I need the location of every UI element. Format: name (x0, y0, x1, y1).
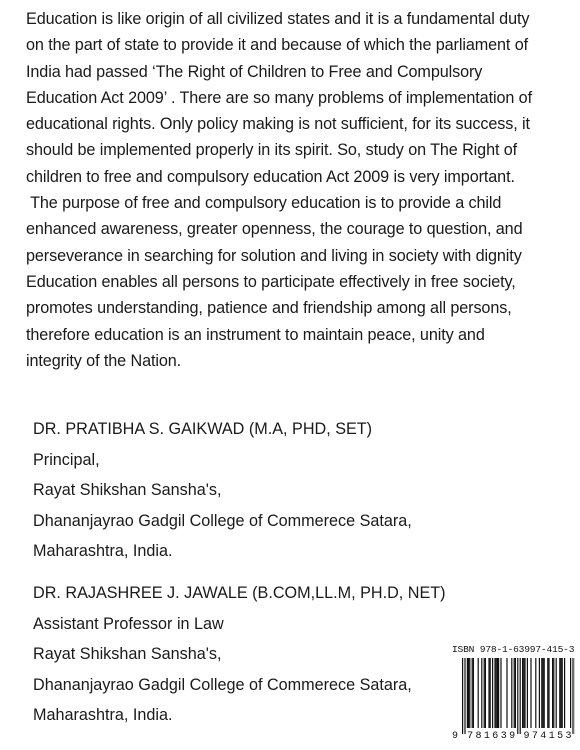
barcode-bar (548, 658, 549, 728)
barcode-digit: 7 (531, 731, 538, 742)
barcode-bar (562, 658, 563, 728)
paragraph-line: perseverance in searching for solution and living in society with dignity (26, 246, 522, 265)
barcode-bar (527, 658, 528, 728)
isbn-label: ISBN 978-1-63997-415-3 (452, 644, 575, 655)
barcode-digit: 8 (475, 731, 482, 742)
barcode-bar (520, 658, 521, 734)
barcode-bar (506, 658, 507, 728)
barcode-bar (517, 658, 518, 734)
barcode-bar (497, 658, 498, 728)
barcode-bar (467, 658, 468, 728)
barcode-bar (485, 658, 486, 728)
barcode-bar (478, 658, 479, 728)
barcode-digit: 1 (483, 731, 490, 742)
paragraph-line: therefore education is an instrument to maintain peace, unity and (26, 325, 485, 344)
paragraph-line: children to free and compulsory education Act 2009 is very important. (26, 167, 515, 186)
paragraph-line: Education is like origin of all civilized states and it is a fundamental duty (26, 10, 530, 28)
barcode-bar (490, 658, 491, 728)
paragraph-line: The purpose of free and compulsory education is to provide a child (26, 194, 502, 213)
author-institution: Rayat Shikshan Sansha's, (33, 481, 222, 499)
barcode-bar (570, 658, 571, 728)
barcode-digit: 3 (565, 731, 572, 742)
barcode-bar (481, 658, 482, 728)
barcode-bar (514, 658, 515, 728)
barcode-bar (469, 658, 470, 728)
barcode-bar (564, 658, 565, 728)
barcode-bar (542, 658, 543, 728)
barcode-digit: 9 (509, 731, 516, 742)
barcode-digit: 3 (500, 731, 507, 742)
barcode-bar (539, 658, 540, 728)
barcode-bar (492, 658, 493, 728)
author-college: Dhananjayrao Gadgil College of Commerece Satara, (33, 675, 412, 694)
paragraph-line: Education enables all persons to participate effectively in free society, (26, 272, 516, 291)
barcode-bar (535, 658, 536, 728)
barcode-digit: 7 (467, 731, 474, 742)
paragraph-line: on the part of state to provide it and because of which the parliament of (26, 36, 529, 55)
barcode-bar (560, 658, 561, 728)
barcode-bar (468, 658, 469, 728)
barcode-bar (524, 658, 525, 728)
barcode-bar (544, 658, 545, 728)
barcode-bars (450, 658, 575, 734)
paragraph-line: should be implemented properly in its spirit. So, study on The Right of (26, 141, 518, 160)
barcode-bar (530, 658, 531, 728)
author-location: Maharashtra, India. (33, 542, 173, 560)
barcode-bar (552, 658, 553, 728)
author-location: Maharashtra, India. (33, 706, 173, 724)
paragraph-line: Education Act 2009’ . There are so many problems of implementation of (26, 88, 532, 107)
barcode-bar (484, 658, 485, 728)
barcode-bar (572, 658, 573, 734)
barcode-bar (541, 658, 542, 728)
barcode-bar (522, 658, 523, 728)
author-name: DR. RAJASHREE J. JAWALE (B.COM,LL.M, PH.D, NET) (33, 584, 446, 602)
barcode-bar (473, 658, 474, 728)
barcode-bar (488, 658, 489, 728)
barcode-bar (464, 658, 465, 734)
barcode-bar (559, 658, 560, 728)
barcode-bar (547, 658, 548, 728)
barcode-bar (500, 658, 501, 728)
author-role: Principal, (33, 450, 100, 469)
paragraph-line: enhanced awareness, greater openness, the courage to question, and (26, 220, 523, 239)
barcode-bar (496, 658, 497, 728)
barcode-digit: 4 (540, 731, 547, 742)
barcode-bar (523, 658, 524, 728)
isbn-barcode (450, 644, 575, 745)
barcode-digit: 1 (548, 731, 555, 742)
paragraph-line: educational rights. Only policy making is not sufficient, for its success, it (26, 115, 530, 134)
barcode-bar (556, 658, 557, 728)
barcode-bar (553, 658, 554, 728)
barcode-bar (511, 658, 512, 728)
author-role: Assistant Professor in Law (33, 614, 224, 633)
paragraph-line: promotes understanding, patience and friendship among all persons, (26, 299, 512, 318)
author-block-2 (33, 578, 446, 731)
barcode-digit: 9 (452, 731, 459, 742)
barcode-bar (498, 658, 499, 728)
author-block-1 (33, 414, 412, 567)
barcode-bar (515, 658, 516, 728)
author-name: DR. PRATIBHA S. GAIKWAD (M.A, PHD, SET) (33, 420, 373, 438)
barcode-digit: 6 (492, 731, 499, 742)
barcode-bar (462, 658, 463, 734)
barcode-digit: 5 (557, 731, 564, 742)
barcode-digit: 9 (523, 731, 530, 742)
author-institution: Rayat Shikshan Sansha's, (33, 645, 222, 663)
paragraph-line: India had passed ‘The Right of Children to Free and Compulsory (26, 62, 483, 81)
paragraph-line: integrity of the Nation. (26, 351, 182, 370)
barcode-digits (450, 731, 575, 743)
barcode-bar (472, 658, 473, 728)
author-college: Dhananjayrao Gadgil College of Commerece Satara, (33, 511, 412, 530)
description-paragraph (26, 6, 571, 374)
barcode-bar (494, 658, 495, 728)
